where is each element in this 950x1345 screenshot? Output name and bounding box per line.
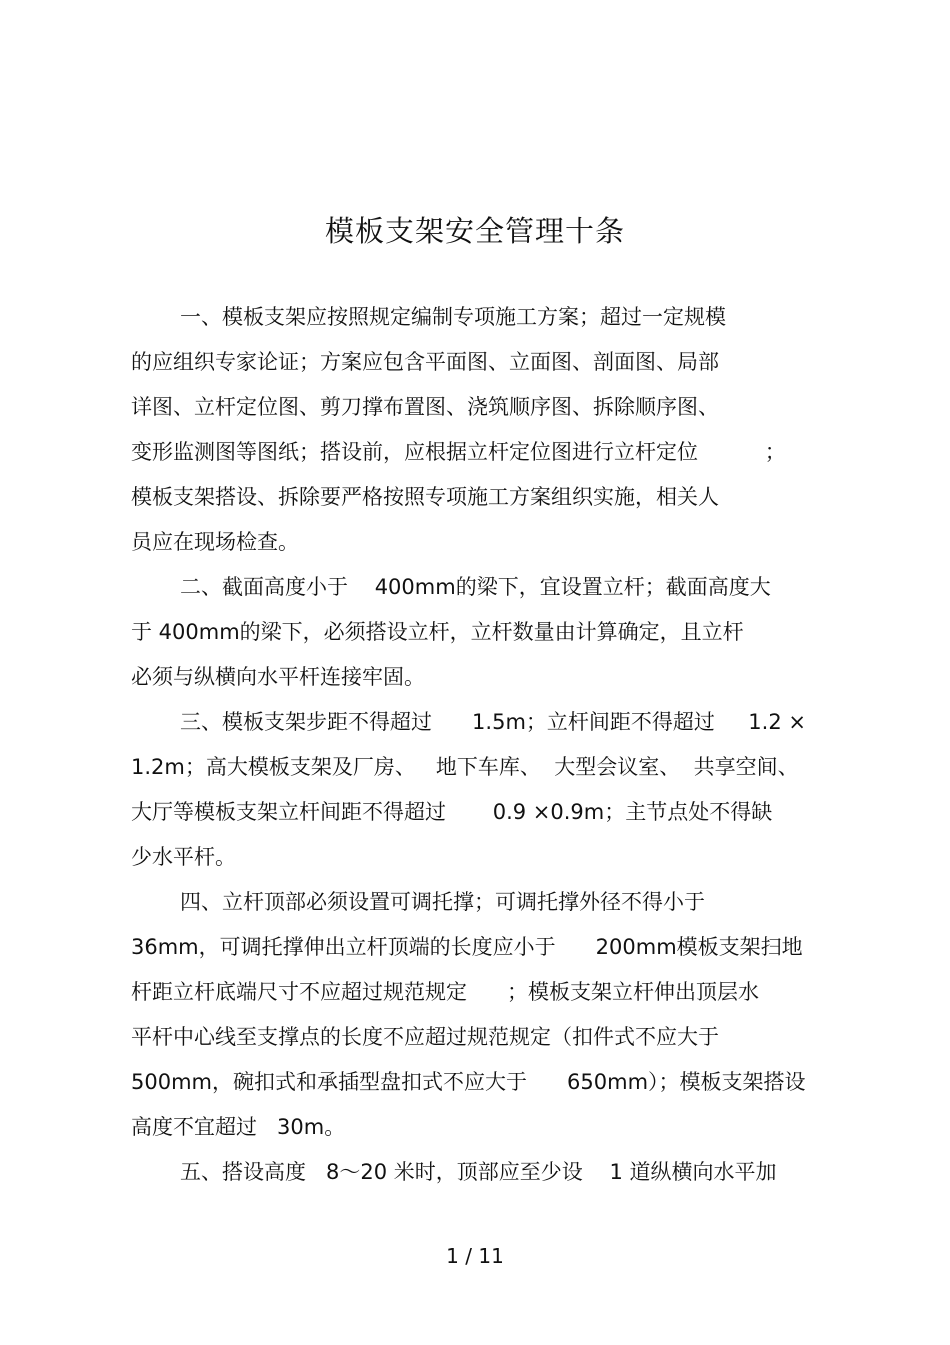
paragraph-line: 平杆中心线至支撑点的长度不应超过规范规定（扣件式不应大于 xyxy=(131,1025,719,1049)
paragraph-line: 五、搭设高度 8～20 米时，顶部应至少设 1 道纵横向水平加 xyxy=(180,1160,777,1184)
paragraph-line: 的应组织专家论证；方案应包含平面图、立面图、剖面图、局部 xyxy=(131,350,719,374)
paragraph-line: 一、模板支架应按照规定编制专项施工方案；超过一定规模 xyxy=(180,305,726,329)
paragraph-line: 二、截面高度小于 400mm的梁下，宜设置立杆；截面高度大 xyxy=(180,575,771,599)
paragraph-line: 模板支架搭设、拆除要严格按照专项施工方案组织实施，相关人 xyxy=(131,485,719,509)
paragraph-line: 四、立杆顶部必须设置可调托撑；可调托撑外径不得小于 xyxy=(180,890,705,914)
paragraph-line: 36mm，可调托撑伸出立杆顶端的长度应小于 200mm模板支架扫地 xyxy=(131,935,803,959)
paragraph-line: 必须与纵横向水平杆连接牢固。 xyxy=(131,665,425,689)
paragraph-line: 杆距立杆底端尺寸不应超过规范规定 ；模板支架立杆伸出顶层水 xyxy=(131,980,760,1004)
paragraph-line: 详图、立杆定位图、剪刀撑布置图、浇筑顺序图、拆除顺序图、 xyxy=(131,395,719,419)
paragraph-line: 员应在现场检查。 xyxy=(131,530,299,554)
paragraph-line: 少水平杆。 xyxy=(131,845,236,869)
paragraph-line: 1.2m；高大模板支架及厂房、 地下车库、 大型会议室、 共享空间、 xyxy=(131,755,799,779)
paragraph-line: 于 400mm的梁下，必须搭设立杆，立杆数量由计算确定，且立杆 xyxy=(131,620,744,644)
page-number: 1 / 11 xyxy=(446,1244,504,1268)
paragraph-line: 大厅等模板支架立杆间距不得超过 0.9 ×0.9m；主节点处不得缺 xyxy=(131,800,773,824)
paragraph-line: 三、模板支架步距不得超过 1.5m；立杆间距不得超过 1.2 × xyxy=(180,710,806,734)
paragraph-line: 500mm，碗扣式和承插型盘扣式不应大于 650mm）；模板支架搭设 xyxy=(131,1070,806,1094)
paragraph-line: 高度不宜超过 30m。 xyxy=(131,1115,346,1139)
paragraph-line: 变形监测图等图纸；搭设前，应根据立杆定位图进行立杆定位 ； xyxy=(131,440,786,464)
document-title: 模板支架安全管理十条 xyxy=(324,214,625,248)
